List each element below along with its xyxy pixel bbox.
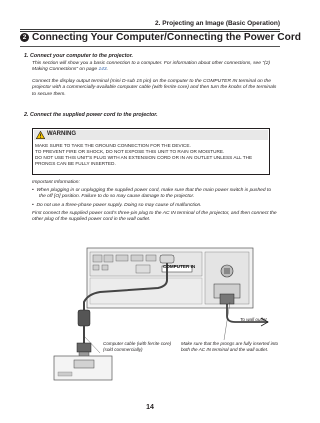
ferrite-core [78, 310, 90, 326]
step1-paragraph2: Connect the display output terminal (mini D-sub 15 pin) on the computer to the COMPUTER IN terminal on the projector with a commercially-available computer cable (with ferrite core) and then turn the knobs of the terminals to secure them. [32, 79, 277, 97]
step-number-badge: 2 [20, 33, 29, 42]
important-label: Important Information: [32, 180, 80, 185]
step1-heading: 1. Connect your computer to the projector. [24, 53, 134, 59]
wall-outlet-label: To wall outlet [240, 317, 267, 322]
warning-title: WARNING [47, 131, 76, 137]
step2-paragraph: First connect the supplied power cord's three-pin plug to the AC IN terminal of the projector, and then connect the other plug of the supplied power cord in the wall outlet. [32, 211, 277, 223]
step1-paragraph1: This section will show you a basic connection to a computer. For information about other connections, see "(2) Making Connections" on page 143. [32, 61, 271, 73]
page-link[interactable]: 143 [98, 67, 107, 73]
title-rule [20, 46, 280, 47]
computer-device [54, 356, 112, 380]
warning-icon [36, 131, 45, 139]
computer-cable-callout: Computer cable (with ferrite core) (sold commercially) [103, 341, 172, 352]
warning-text: MAKE SURE TO TAKE THE GROUND CONNECTION FOR THE DEVICE. TO PREVENT FIRE OR SHOCK, DO NOT EXPOSE THIS UNIT TO RAIN OR MOISTURE. DO NOT USE THIS UNIT'S PLUG WITH AN EXTENSION CORD OR IN AN OUTLET UNLESS ALL THE PRONGS CAN BE FULLY INSERTED. [35, 143, 253, 166]
page-title-text: Connecting Your Computer/Connecting the Power Cord [32, 32, 302, 43]
header-rule [20, 29, 280, 30]
page-title [20, 32, 301, 43]
bullet-2: • Do not use a three-phase power supply. Doing so may cause of malfunction. [32, 203, 202, 208]
step2-heading: 2. Connect the supplied power cord to the projector. [24, 112, 158, 118]
connection-illustration [40, 236, 270, 386]
section-header: 2. Projecting an Image (Basic Operation) [155, 20, 280, 27]
computer-in-label: COMPUTER IN [163, 264, 196, 269]
page-number: 14 [146, 404, 154, 411]
prongs-callout: Make sure that the prongs are fully inserted into both the AC IN terminal and the wall outlet. [181, 341, 279, 352]
bullet-1: • When plugging in or unplugging the supplied power cord, make sure that the main power switch is pushed to the off [O] position. Failure to do so may cause damage to the projector. [32, 188, 272, 200]
